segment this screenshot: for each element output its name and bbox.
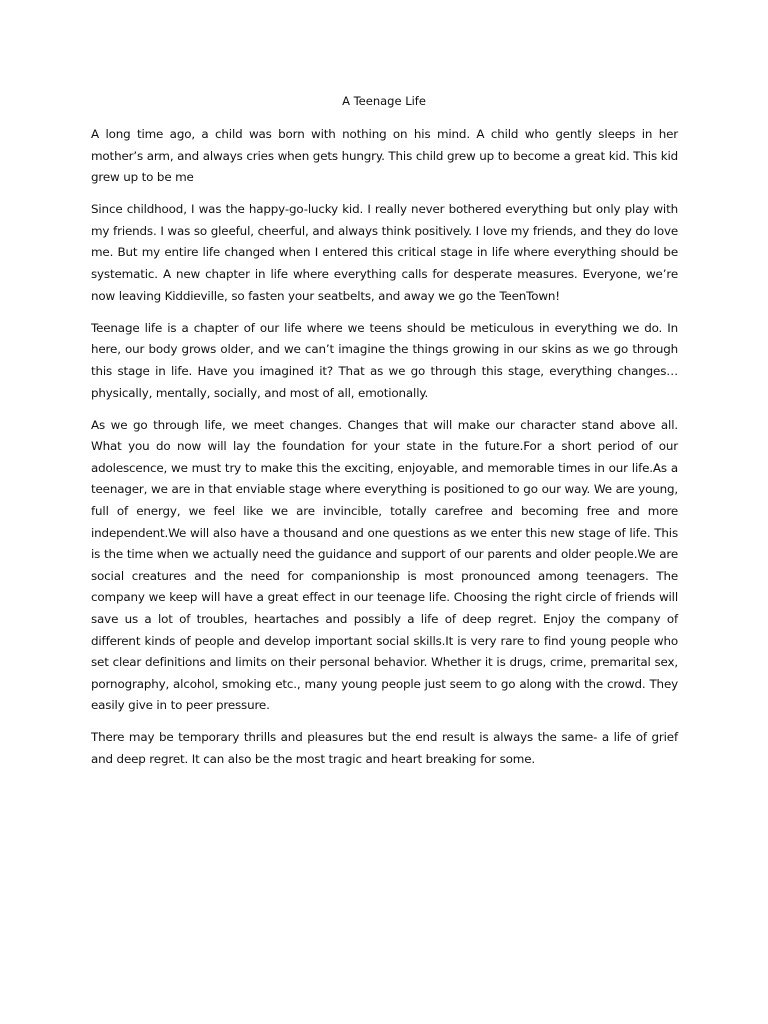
paragraph-2: Since childhood, I was the happy-go-lucky kid. I really never bothered everything but only play with my friends. I was so gleeful, cheerful, and always think positively. I love my friends, and they do love me. But my entire life changed when I entered this critical stage in life where everything should be systematic. A new chapter in life where everything calls for desperate measures. Everyone, we’re now leaving Kiddieville, so fasten your seatbelts, and away we go the TeenTown! [91, 202, 678, 303]
document-body [91, 124, 678, 781]
paragraph-1: A long time ago, a child was born with nothing on his mind. A child who gently sleeps in her mother’s arm, and always cries when gets hungry. This child grew up to become a great kid. This kid grew up to be me [91, 127, 678, 185]
paragraph-5: There may be temporary thrills and pleasures but the end result is always the same- a life of grief and deep regret. It can also be the most tragic and heart breaking for some. [91, 730, 678, 767]
document-title: A Teenage Life [342, 94, 426, 108]
paragraph-3: Teenage life is a chapter of our life where we teens should be meticulous in everything we do. In here, our body grows older, and we can’t imagine the things growing in our skins as we go through this stage in life. Have you imagined it? That as we go through this stage, everything changes…physically, mentally, socially, and most of all, emotionally. [91, 320, 678, 400]
paragraph-4: As we go through life, we meet changes. Changes that will make our character stand above all. What you do now will lay the foundation for your state in the future.For a short period of our adolescence, we must try to make this the exciting, enjoyable, and memorable times in our life.As a teenager, we are in that enviable stage where everything is positioned to go our way. We are young, full of energy, we feel like we are invincible, totally carefree and becoming free and more independent.We will also have a thousand and one questions as we enter this new stage of life. This is the time when we actually need the guidance and support of our parents and older people.We are social creatures and the need for companionship is most pronounced among teenagers. The company we keep will have a great effect in our teenage life. Choosing the right circle of friends will save us a lot of troubles, heartaches and possibly a life of deep regret. Enjoy the company of different kinds of people and develop important social skills.It is very rare to find young people who set clear definitions and limits on their personal behavior. Whether it is drugs, crime, premarital sex, pornography, alcohol, smoking etc., many young people just seem to go along with the crowd. They easily give in to peer pressure. [91, 417, 678, 713]
